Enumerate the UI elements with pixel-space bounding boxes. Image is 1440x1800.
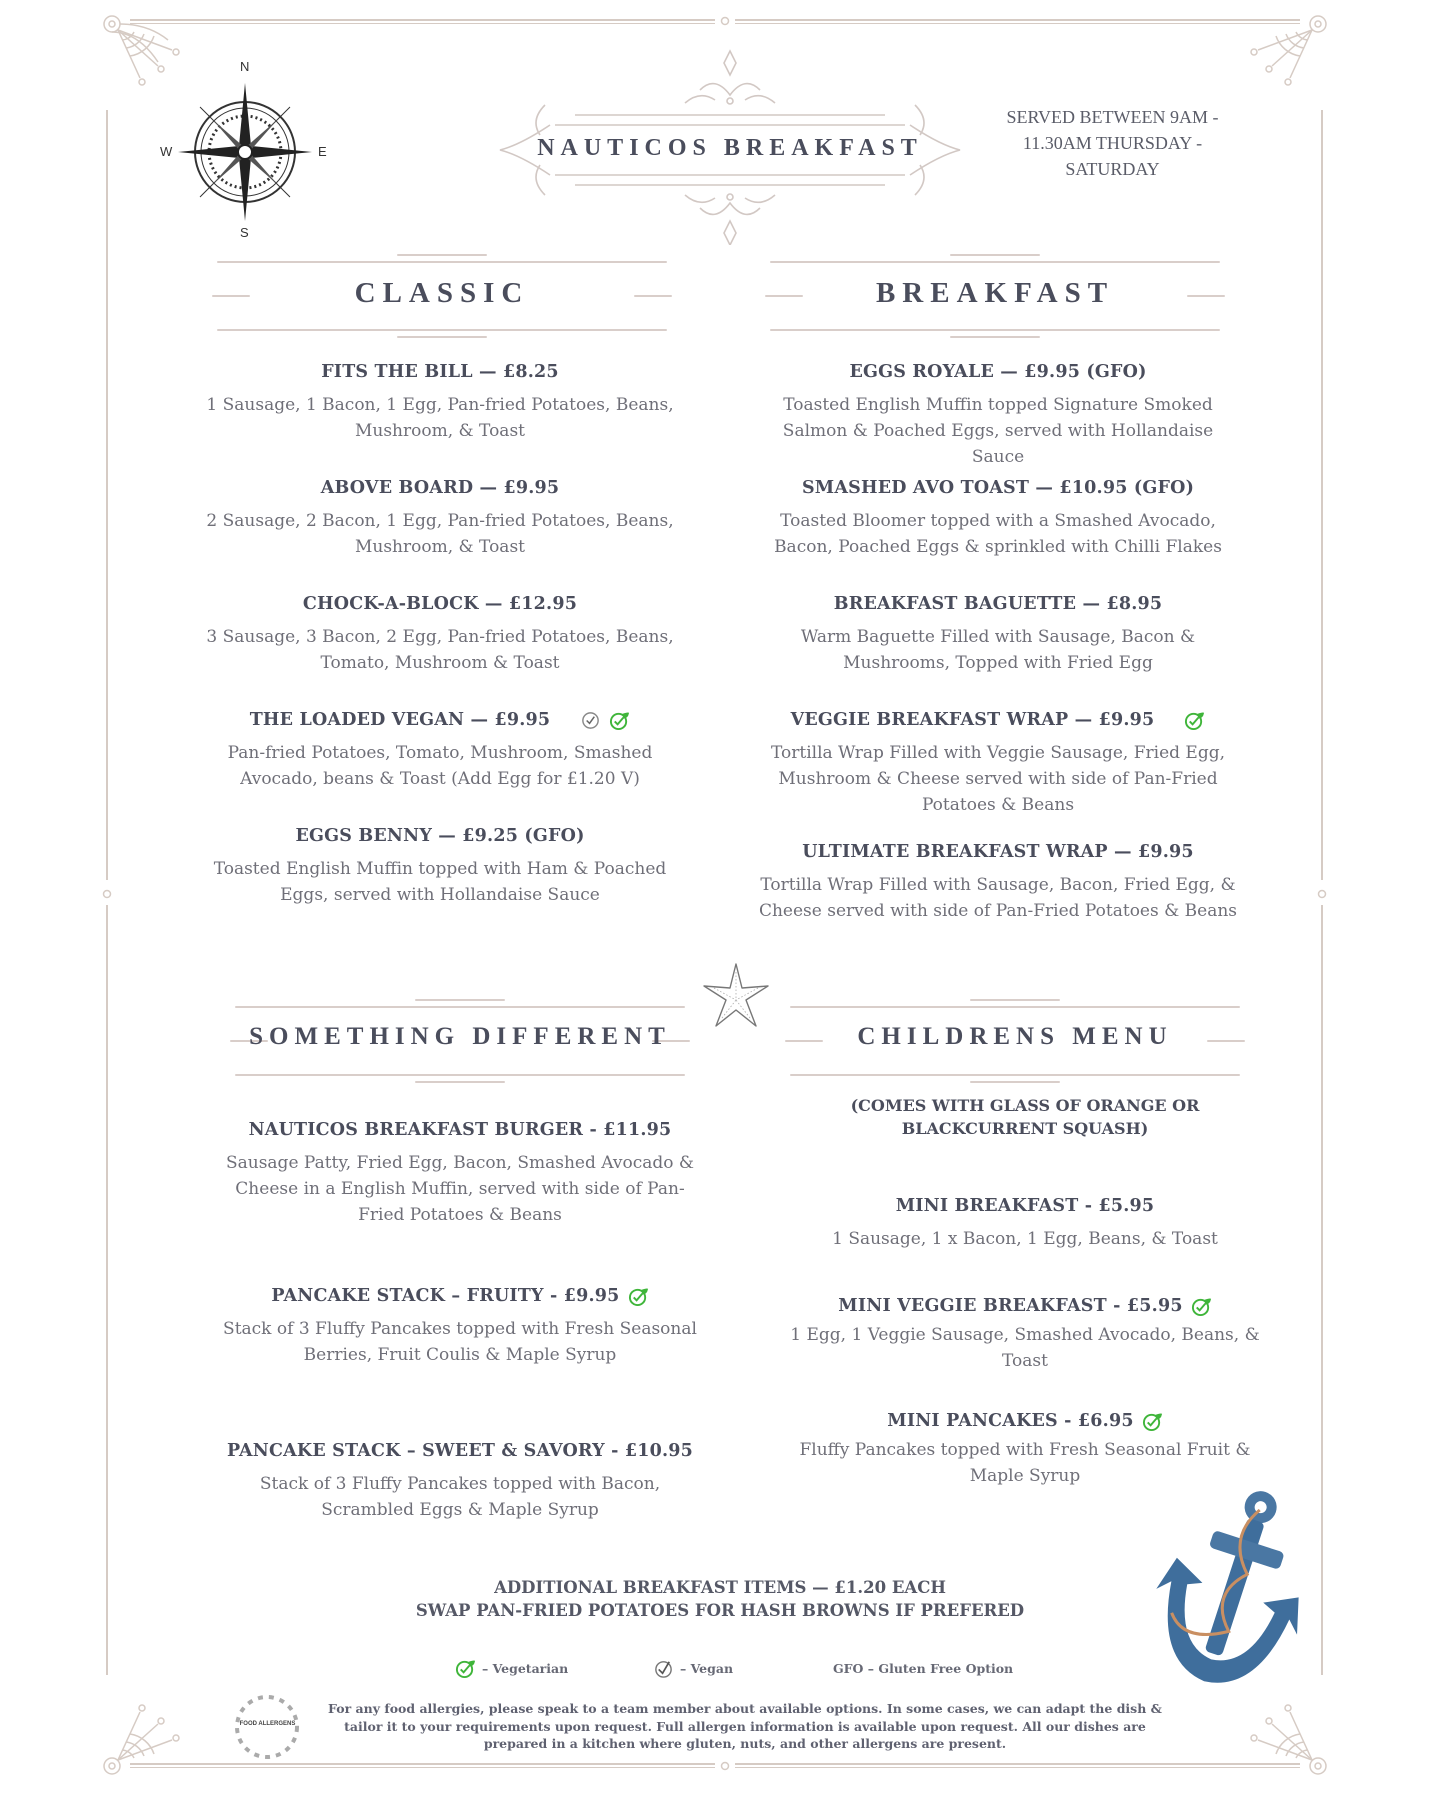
heading-rule-top	[770, 261, 1220, 263]
frame-knot-bottom	[713, 1758, 737, 1774]
heading-rule-top	[235, 1006, 685, 1008]
item-title: THE LOADED VEGAN — £9.95	[249, 710, 551, 730]
corner-ornament-top-right	[1242, 10, 1332, 110]
frame-bottom-right-line	[735, 1763, 1300, 1765]
menu-item	[200, 824, 680, 940]
frame-top-left-line-inner	[130, 23, 715, 24]
footer-notes	[280, 1576, 1160, 1622]
frame-bottom-left-line	[130, 1763, 715, 1765]
frame-right-line-lower	[1321, 905, 1323, 1675]
legend-vegetarian	[455, 1658, 568, 1679]
item-description: 1 Sausage, 1 x Bacon, 1 Egg, Beans, & Toast	[832, 1229, 1218, 1249]
item-description: Stack of 3 Fluffy Pancakes topped with Bacon, Scrambled Eggs & Maple Syrup	[259, 1474, 661, 1520]
item-title-row	[887, 1409, 1162, 1433]
menu-item	[220, 1284, 700, 1439]
starfish-icon	[700, 960, 772, 1032]
menu-item	[758, 360, 1238, 476]
item-title: SMASHED AVO TOAST — £10.95 (GFO)	[801, 478, 1195, 498]
menu-item	[758, 592, 1238, 708]
menu-item	[200, 708, 680, 824]
frame-left-line-upper	[106, 110, 108, 880]
section-heading-something-different	[230, 985, 690, 1095]
item-description: 3 Sausage, 3 Bacon, 2 Egg, Pan-fried Potatoes, Beans, Tomato, Mushroom & Toast	[206, 627, 674, 673]
heading-rule-bottom	[790, 1074, 1240, 1076]
menu-item	[758, 840, 1238, 956]
compass-label-s: S	[240, 225, 249, 240]
section-title-classic: CLASSIC	[354, 277, 530, 309]
section-title-something-different: SOMETHING DIFFERENT	[249, 1023, 671, 1050]
heading-rule-top-accent	[950, 254, 1040, 256]
dietary-legend	[455, 1658, 1015, 1682]
item-title: BREAKFAST BAGUETTE — £8.95	[833, 594, 1163, 614]
item-title: NAUTICOS BREAKFAST BURGER - £11.95	[248, 1120, 672, 1140]
item-title: VEGGIE BREAKFAST WRAP — £9.95	[790, 710, 1155, 730]
section-heading-classic	[212, 240, 672, 350]
item-title: PANCAKE STACK – FRUITY - £9.95	[271, 1286, 620, 1306]
corner-ornament-bottom-left	[98, 1680, 188, 1780]
frame-left-line-lower	[106, 905, 108, 1675]
additional-items-note: ADDITIONAL BREAKFAST ITEMS — £1.20 EACH	[494, 1578, 946, 1597]
something-different-items	[220, 1118, 700, 1523]
menu-item	[758, 476, 1238, 592]
heading-rule-top	[217, 261, 667, 263]
served-line-3: SATURDAY	[1065, 159, 1160, 179]
legend-vegan-label: – Vegan	[680, 1661, 734, 1676]
legend-gfo	[833, 1661, 1013, 1676]
menu-item	[200, 476, 680, 592]
title-banner	[490, 45, 970, 245]
item-title: ABOVE BOARD — £9.95	[320, 478, 560, 498]
heading-rule-top-accent	[397, 254, 487, 256]
item-title: PANCAKE STACK – SWEET & SAVORY - £10.95	[226, 1441, 694, 1461]
heading-rule-bottom-accent	[970, 1081, 1060, 1083]
frame-knot-top	[713, 13, 737, 29]
heading-rule-top-accent	[415, 999, 505, 1001]
classic-items	[200, 360, 680, 940]
section-title-childrens: CHILDRENS MENU	[857, 1023, 1173, 1050]
section-title-breakfast: BREAKFAST	[875, 277, 1115, 309]
heading-rule-top	[790, 1006, 1240, 1008]
heading-rule-bottom-accent	[397, 336, 487, 338]
item-description: Warm Baguette Filled with Sausage, Bacon & Mushrooms, Topped with Fried Egg	[800, 627, 1196, 673]
heading-rule-bottom-accent	[950, 336, 1040, 338]
menu-item	[785, 1194, 1265, 1294]
menu-item	[758, 708, 1238, 840]
breakfast-items	[758, 360, 1238, 956]
compass-label-e: E	[318, 144, 327, 159]
vegan-icon	[580, 710, 601, 731]
item-title: MINI PANCAKES - £6.95	[887, 1411, 1134, 1431]
section-heading-breakfast	[765, 240, 1225, 350]
frame-knot-right	[1314, 882, 1330, 906]
menu-item	[200, 592, 680, 708]
heading-rule-top-accent	[970, 999, 1060, 1001]
compass-icon	[160, 65, 330, 240]
item-title: ULTIMATE BREAKFAST WRAP — £9.95	[802, 842, 1194, 862]
legend-vegan	[653, 1658, 733, 1679]
frame-bottom-left-line-inner	[130, 1767, 715, 1768]
vegetarian-icon	[609, 710, 630, 731]
legend-vegetarian-label: – Vegetarian	[482, 1661, 569, 1676]
item-title-row	[838, 1294, 1211, 1318]
item-description: Toasted English Muffin topped Signature Smoked Salmon & Poached Eggs, served with Hollandaise Sauce	[782, 395, 1214, 467]
item-title: FITS THE BILL — £8.25	[321, 362, 559, 382]
menu-item	[785, 1294, 1265, 1409]
item-title: MINI BREAKFAST - £5.95	[895, 1196, 1155, 1216]
swap-note: SWAP PAN-FRIED POTATOES FOR HASH BROWNS IF PREFERED	[415, 1601, 1025, 1620]
vegetarian-icon	[1184, 710, 1205, 731]
frame-top-right-line	[735, 19, 1300, 21]
vegetarian-icon	[1191, 1296, 1212, 1317]
anchor-icon	[1150, 1480, 1310, 1710]
served-line-1: SERVED BETWEEN 9AM -	[1006, 107, 1219, 127]
item-description: Tortilla Wrap Filled with Sausage, Bacon, Fried Egg, & Cheese served with side of Pan-Fried Potatoes & Beans	[758, 875, 1238, 921]
heading-rule-bottom	[770, 329, 1220, 331]
vegan-icon	[653, 1658, 674, 1679]
menu-item	[200, 360, 680, 476]
served-line-2: 11.30AM THURSDAY -	[1022, 133, 1203, 153]
item-title: EGGS ROYALE — £9.95 (GFO)	[849, 362, 1147, 382]
frame-bottom-right-line-inner	[735, 1767, 1300, 1768]
item-title-row	[791, 708, 1206, 732]
item-description: Toasted Bloomer topped with a Smashed Avocado, Bacon, Poached Eggs & sprinkled with Chilli Flakes	[774, 511, 1222, 557]
menu-item	[785, 1409, 1265, 1489]
food-allergens-badge	[230, 1690, 305, 1765]
menu-item	[220, 1439, 700, 1523]
item-title: MINI VEGGIE BREAKFAST - £5.95	[838, 1296, 1183, 1316]
item-title-row	[250, 708, 631, 732]
heading-rule-bottom	[235, 1074, 685, 1076]
item-description: Sausage Patty, Fried Egg, Bacon, Smashed Avocado & Cheese in a English Muffin, served with side of Pan-Fried Potatoes & Beans	[225, 1153, 695, 1225]
item-title: EGGS BENNY — £9.25 (GFO)	[295, 826, 585, 846]
item-description: 1 Sausage, 1 Bacon, 1 Egg, Pan-fried Potatoes, Beans, Mushroom, & Toast	[206, 395, 674, 441]
frame-top-right-line-inner	[735, 23, 1300, 24]
vegetarian-icon	[628, 1286, 649, 1307]
vegetarian-icon	[1142, 1411, 1163, 1432]
childrens-items	[785, 1094, 1265, 1489]
item-description: Pan-fried Potatoes, Tomato, Mushroom, Smashed Avocado, beans & Toast (Add Egg for £1.20 V)	[227, 743, 653, 789]
served-times	[985, 104, 1240, 182]
frame-knot-left	[99, 882, 115, 906]
allergens-ring-icon	[230, 1690, 305, 1765]
item-description: Toasted English Muffin topped with Ham & Poached Eggs, served with Hollandaise Sauce	[213, 859, 667, 905]
section-heading-childrens	[785, 985, 1245, 1095]
item-description: 2 Sausage, 2 Bacon, 1 Egg, Pan-fried Potatoes, Beans, Mushroom, & Toast	[206, 511, 674, 557]
item-description: Tortilla Wrap Filled with Veggie Sausage, Fried Egg, Mushroom & Cheese served with side of Pan-Fried Potatoes & Beans	[770, 743, 1225, 815]
item-title: CHOCK-A-BLOCK — £12.95	[302, 594, 578, 614]
allergens-badge-label: FOOD ALLERGENS	[239, 1721, 296, 1727]
legend-gfo-label: GFO – Gluten Free Option	[833, 1661, 1014, 1676]
heading-rule-bottom	[217, 329, 667, 331]
compass-label-n: N	[240, 59, 250, 74]
compass-rose	[160, 59, 330, 240]
heading-rule-bottom-accent	[415, 1081, 505, 1083]
item-description: Stack of 3 Fluffy Pancakes topped with Fresh Seasonal Berries, Fruit Coulis & Maple Syrup	[223, 1319, 697, 1365]
vegetarian-icon	[455, 1658, 476, 1679]
menu-item	[220, 1118, 700, 1284]
item-description: 1 Egg, 1 Veggie Sausage, Smashed Avocado, Beans, & Toast	[790, 1325, 1260, 1371]
frame-right-line-upper	[1321, 110, 1323, 880]
allergy-disclaimer: For any food allergies, please speak to a team member about available options. In some cases, we can adapt the dish & tailor it to your requirements upon request. Full allergen information is available upon request. All our dishes are prepared in a kitchen where gluten, nuts, and other allergens are present.	[328, 1701, 1162, 1751]
childrens-note: (COMES WITH GLASS OF ORANGE OR BLACKCURRENT SQUASH)	[850, 1096, 1200, 1138]
frame-top-left-line	[130, 19, 715, 21]
compass-label-w: W	[160, 144, 173, 159]
page-title: NAUTICOS BREAKFAST	[537, 135, 923, 161]
item-description: Fluffy Pancakes topped with Fresh Seasonal Fruit & Maple Syrup	[799, 1440, 1251, 1486]
item-title-row	[271, 1284, 648, 1308]
